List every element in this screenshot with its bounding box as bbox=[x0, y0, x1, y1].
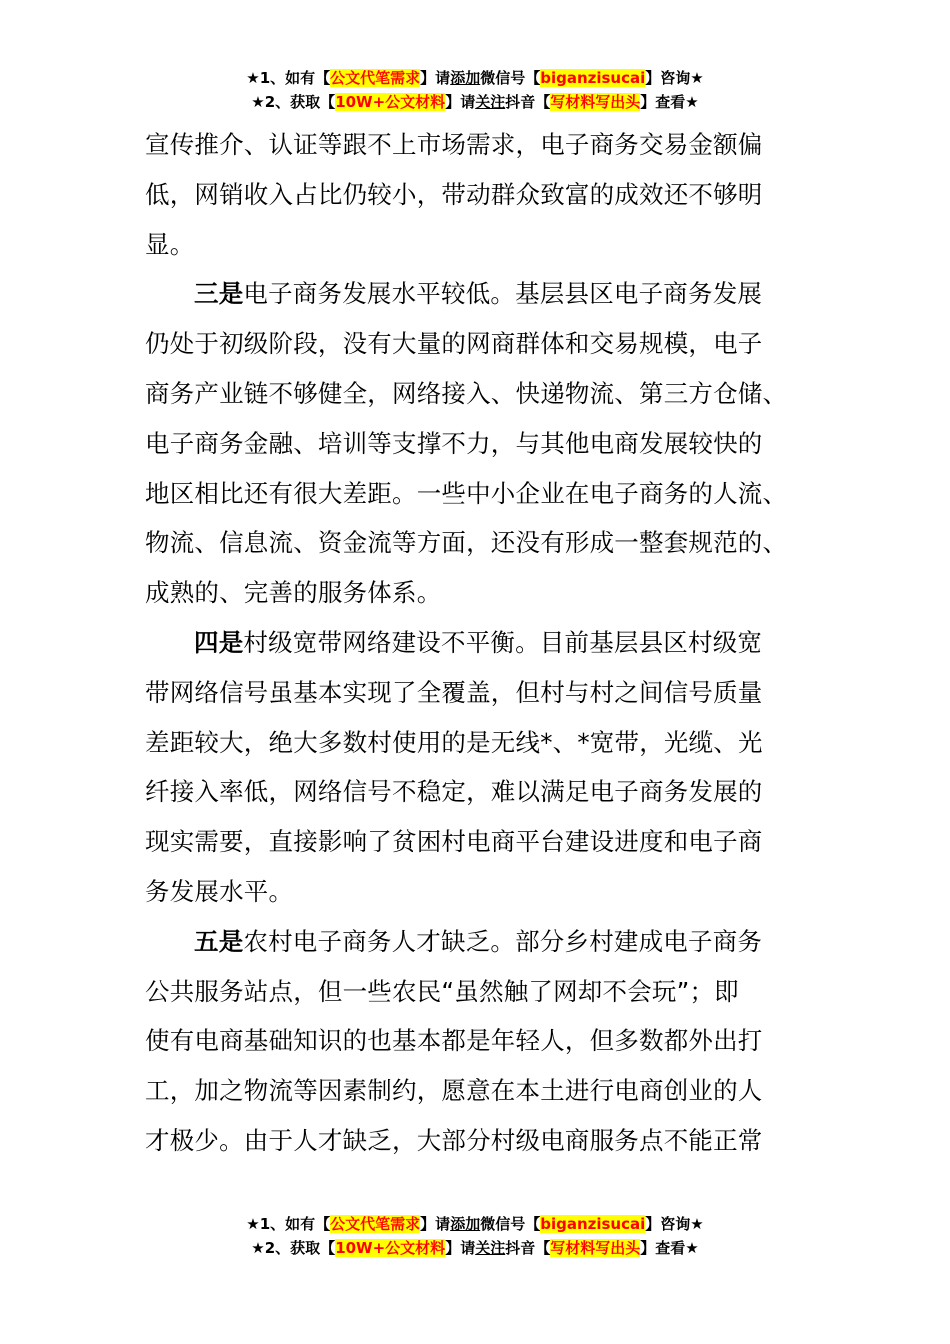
banner-line-2 bbox=[0, 1236, 950, 1260]
banner-text: 】请 bbox=[445, 1239, 476, 1257]
text-line: 纤接入率低，网络信号不稳定，难以满足电子商务发展的 bbox=[145, 777, 763, 807]
banner-text: 抖音【 bbox=[505, 1239, 551, 1257]
banner-underlined: 添加 bbox=[450, 1215, 481, 1233]
paragraph-lead: 五是 bbox=[194, 926, 244, 956]
text-span: 农村电子商务人才缺乏。部分乡村建成电子商务 bbox=[243, 926, 763, 956]
banner-highlight: biganzisucai bbox=[540, 69, 646, 87]
text-line: 公共服务站点，但一些农民“虽然触了网却不会玩”；即 bbox=[145, 976, 739, 1006]
banner-text: 】请 bbox=[445, 93, 476, 111]
banner-highlight: 公文代笔需求 bbox=[330, 69, 421, 87]
text-span: 村级宽带网络建设不平衡。目前基层县区村级宽 bbox=[243, 627, 763, 657]
banner-highlight: 10W+公文材料 bbox=[335, 1239, 446, 1257]
banner-line-1 bbox=[0, 66, 950, 90]
banner-text: 抖音【 bbox=[505, 93, 551, 111]
text-line: 宣传推介、认证等跟不上市场需求，电子商务交易金额偏 bbox=[145, 130, 763, 159]
paragraph-lead: 三是 bbox=[194, 279, 244, 309]
paragraph-lead: 四是 bbox=[194, 627, 244, 657]
banner-text: 】咨询★ bbox=[645, 1215, 704, 1233]
banner-underlined: 关注 bbox=[475, 93, 506, 111]
banner-underlined: 添加 bbox=[450, 69, 481, 87]
banner-text: 】请 bbox=[420, 69, 451, 87]
banner-highlight: 写材料写出头 bbox=[550, 93, 641, 111]
banner-highlight: biganzisucai bbox=[540, 1215, 646, 1233]
banner-text: 】查看★ bbox=[640, 1239, 699, 1257]
banner-text: 】咨询★ bbox=[645, 69, 704, 87]
text-line: 仍处于初级阶段，没有大量的网商群体和交易规模，电子 bbox=[145, 329, 763, 359]
banner-line-1 bbox=[0, 1212, 950, 1236]
banner-text: ★2、获取【 bbox=[251, 1239, 336, 1257]
banner-highlight: 写材料写出头 bbox=[550, 1239, 641, 1257]
banner-text: ★1、如有【 bbox=[246, 1215, 331, 1233]
text-line: 差距较大，绝大多数村使用的是无线*、*宽带，光缆、光 bbox=[145, 727, 763, 757]
banner-underlined: 关注 bbox=[475, 1239, 506, 1257]
banner-text: 微信号【 bbox=[480, 1215, 541, 1233]
text-line: 低，网销收入占比仍较小，带动群众致富的成效还不够明 bbox=[145, 179, 763, 209]
banner-text: ★2、获取【 bbox=[251, 93, 336, 111]
text-line: 商务产业链不够健全，网络接入、快递物流、第三方仓储、 bbox=[145, 378, 788, 408]
banner-highlight: 10W+公文材料 bbox=[335, 93, 446, 111]
header-banner bbox=[0, 66, 950, 114]
text-line: 物流、信息流、资金流等方面，还没有形成一整套规范的、 bbox=[145, 528, 788, 558]
paragraph-start bbox=[145, 917, 805, 967]
text-line: 才极少。由于人才缺乏，大部分村级电商服务点不能正常 bbox=[145, 1125, 763, 1155]
text-line: 成熟的、完善的服务体系。 bbox=[145, 578, 442, 608]
banner-line-2 bbox=[0, 90, 950, 114]
paragraph-start bbox=[145, 269, 805, 319]
text-line: 使有电商基础知识的也基本都是年轻人，但多数都外出打 bbox=[145, 1026, 763, 1056]
banner-text: 】查看★ bbox=[640, 93, 699, 111]
footer-banner bbox=[0, 1212, 950, 1260]
document-body bbox=[145, 120, 805, 1166]
text-line: 地区相比还有很大差距。一些中小企业在电子商务的人流、 bbox=[145, 478, 788, 508]
text-line: 务发展水平。 bbox=[145, 876, 294, 906]
text-line: 显。 bbox=[145, 229, 195, 259]
text-line: 带网络信号虽基本实现了全覆盖，但村与村之间信号质量 bbox=[145, 677, 763, 707]
text-line: 现实需要，直接影响了贫困村电商平台建设进度和电子商 bbox=[145, 827, 763, 857]
banner-text: ★1、如有【 bbox=[246, 69, 331, 87]
paragraph-start bbox=[145, 618, 805, 668]
banner-text: 微信号【 bbox=[480, 69, 541, 87]
text-line: 工，加之物流等因素制约，愿意在本土进行电商创业的人 bbox=[145, 1076, 763, 1106]
text-span: 电子商务发展水平较低。基层县区电子商务发展 bbox=[243, 279, 763, 309]
text-line: 电子商务金融、培训等支撑不力，与其他电商发展较快的 bbox=[145, 428, 763, 458]
banner-text: 】请 bbox=[420, 1215, 451, 1233]
banner-highlight: 公文代笔需求 bbox=[330, 1215, 421, 1233]
